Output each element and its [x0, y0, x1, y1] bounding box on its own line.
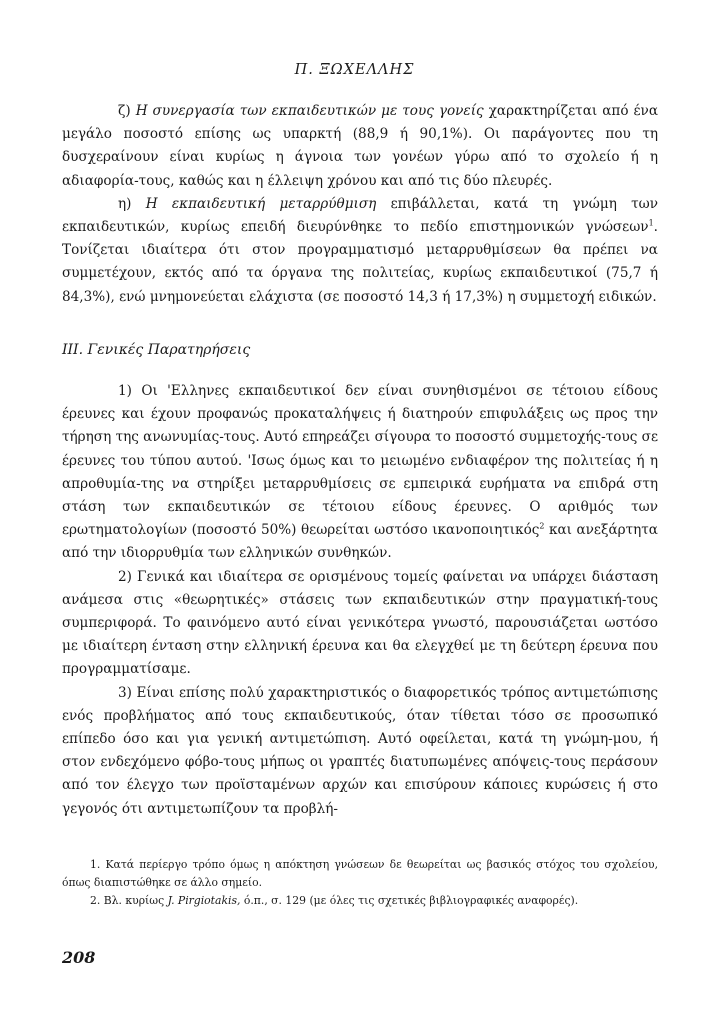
- item-text: Γενικά και ιδιαίτερα σε ορισμένους τομείς φαίνεται να υπάρχει διάσταση ανάμεσα στις «θεωρητικές» στάσεις των εκπαιδευτικών στην πραγματική-τους συμπεριφορά. Το φαινόμενο αυτό είναι γενικότερα γνωστό, παρουσιάζεται ωστόσο με ιδιαίτερη ένταση στην ελληνική έρευνα και θα ελεγχθεί με τη δεύτερη έρευνα που προγραμματίσαμε.: [62, 568, 658, 678]
- item-marker: 3): [118, 684, 132, 701]
- footnote-2: [62, 892, 658, 910]
- page-number: 208: [62, 948, 96, 967]
- footnote-number: 1.: [90, 858, 101, 871]
- paragraph-text: . Τονίζεται ιδιαίτερα ότι στον προγραμματισμό μεταρρυθμίσεων θα πρέπει να συμμετέχουν, εκτός από τα όργανα της πολιτείας, κυρίως εκπαιδευτικοί (75,7 ή 84,3%), ενώ μνημονεύεται ελάχιστα (σε ποσοστό 14,3 ή 17,3%) η συμμετοχή ειδικών.: [62, 219, 658, 305]
- list-item-2: [62, 566, 658, 682]
- footnote-1: [62, 856, 658, 892]
- running-header: Π. ΞΩΧΕΛΛΗΣ: [294, 62, 415, 78]
- footnotes: [62, 856, 658, 910]
- list-item-1: [62, 380, 658, 566]
- footnote-reference[interactable]: 1: [648, 218, 654, 228]
- body-text: [62, 96, 658, 821]
- footnote-text: ό.π., σ. 129 (με όλες τις σχετικές βιβλιογραφικές αναφορές).: [243, 894, 579, 907]
- paragraph-text: επιβάλλεται, κατά τη γνώμη των εκπαιδευτικών, κυρίως επειδή διευρύνθηκε το πεδίο επιστημονικών γνώσεων: [62, 195, 658, 236]
- footnote-text: Βλ. κυρίως: [103, 894, 165, 907]
- section-heading: III. Γενικές Παρατηρήσεις: [62, 341, 251, 358]
- footnote-author: J. Pirgiotakis,: [167, 894, 241, 907]
- paragraph-emphasis: Η εκπαιδευτική μεταρρύθμιση: [145, 195, 377, 212]
- paragraph-marker: ζ): [118, 103, 131, 119]
- item-text: και ανεξάρτητα από την ιδιορρυθμία των ελληνικών συνθηκών.: [62, 522, 658, 562]
- footnote-reference[interactable]: 2: [539, 521, 545, 531]
- item-marker: 1): [118, 383, 132, 400]
- footnote-number: 2.: [90, 894, 101, 907]
- footnote-text: Κατά περίεργο τρόπο όμως η απόκτηση γνώσεων δε θεωρείται ως βασικός στόχος του σχολείου, όπως διαπιστώθηκε σε άλλο σημείο.: [62, 858, 659, 889]
- item-marker: 2): [118, 568, 132, 585]
- paragraph-eta: [62, 193, 658, 309]
- paragraph-marker: η): [118, 195, 132, 212]
- list-item-3: [62, 682, 658, 821]
- paragraph-emphasis: Η συνεργασία των εκπαιδευτικών με τους γονείς: [135, 103, 484, 119]
- paragraph-text: χαρακτηρίζεται από ένα μεγάλο ποσοστό επίσης ως υπαρκτή (88,9 ή 90,1%). Οι παράγοντες που τη δυσχεραίνουν είναι κυρίως η άγνοια των γονέων γύρω από το σχολείο ή η αδιαφορία-τους, καθώς και η έλλειψη χρόνου και από τις δύο πλευρές.: [62, 103, 658, 189]
- paragraph-zeta: [62, 100, 658, 193]
- item-text: Οι 'Ελληνες εκπαιδευτικοί δεν είναι συνηθισμένοι σε τέτοιου είδους έρευνες και έχουν προφανώς προκαταλήψεις ή διατηρούν επιφυλάξεις ως προς την τήρηση της ανωνυμίας-τους. Αυτό επηρεάζει σίγουρα το ποσοστό συμμετοχής-τους σε έρευνες του τύπου αυτού. 'Ισως όμως και το μειωμένο ενδιαφέρον της πολιτείας ή η απροθυμία-της να στηρίξει μεταρρυθμίσεις σε εμπειρικά ευρήματα να επιδρά στη στάση των εκπαιδευτικών σε τέτοιου είδους έρευνες. Ο αριθμός των ερωτηματολογίων (ποσοστό 50%) θεωρείται ωστόσο ικανοποιητικός: [62, 383, 658, 539]
- item-text: Είναι επίσης πολύ χαρακτηριστικός ο διαφορετικός τρόπος αντιμετώπισης ενός προβλήματος από τους εκπαιδευτικούς, όταν τίθεται τόσο σε προσωπικό επίπεδο όσο και για γενική αντιμετώπιση. Αυτό οφείλεται, κατά τη γνώμη-μου, ή στον ενδεχόμενο φόβο-τους μήπως οι γραπτές διατυπωμένες απόψεις-τους περάσουν από τον έλεγχο των προϊσταμένων αρχών και επισύρουν κάποιες κυρώσεις ή στο γεγονός ότι αντιμετωπίζουν τα προβλή-: [62, 684, 659, 817]
